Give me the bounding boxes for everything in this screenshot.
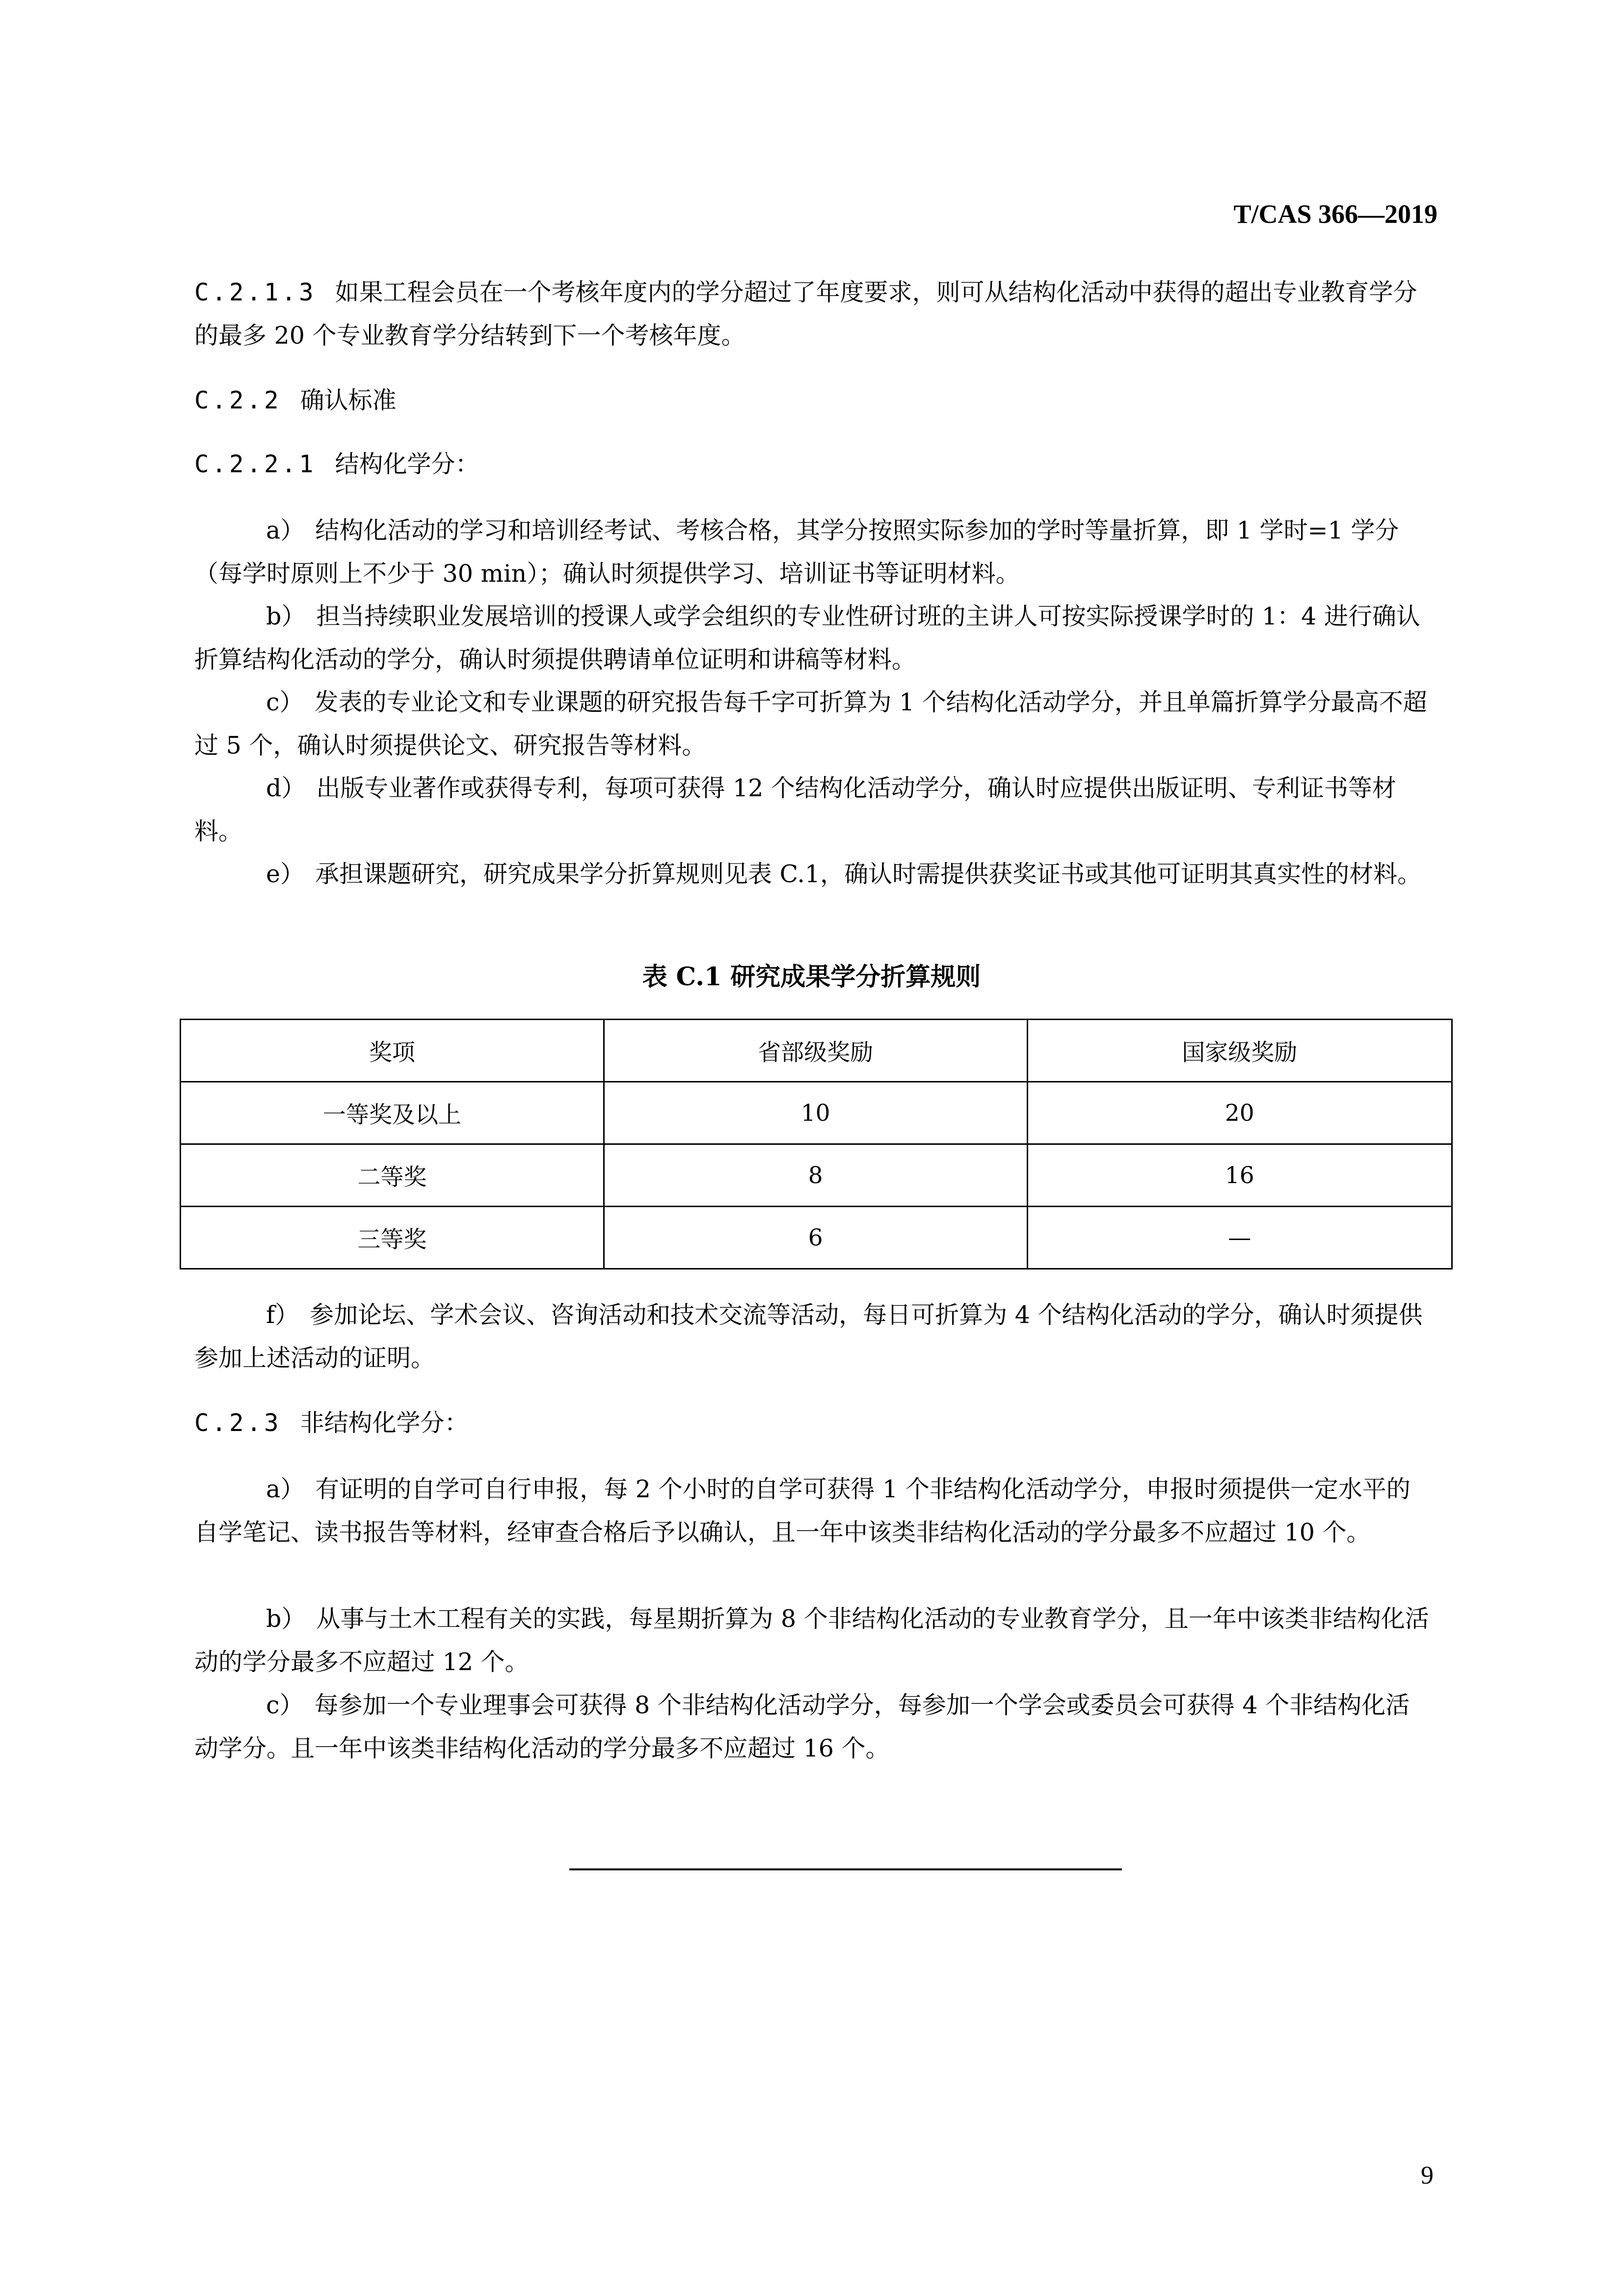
item-text: 结构化活动的学习和培训经考试、考核合格，其学分按照实际参加的学时等量折算，即 1 学时=1 学分（每学时原则上不少于 30 min）；确认时须提供学习、培训证书等证明材料。 xyxy=(194,516,1399,588)
clause-title: 确认标准 xyxy=(300,386,397,414)
item-label: e） xyxy=(266,860,304,888)
item-label: b） xyxy=(266,602,306,630)
list-item xyxy=(194,595,1431,681)
item-label: b） xyxy=(266,1605,306,1633)
item-label: c） xyxy=(266,688,304,716)
item-label: f） xyxy=(266,1301,299,1329)
table-cell: 三等奖 xyxy=(181,1207,604,1269)
clause-number: C.2.2 xyxy=(194,386,282,414)
credit-conversion-table xyxy=(180,1019,1453,1270)
table-row xyxy=(181,1207,1452,1269)
table-header-cell: 奖项 xyxy=(181,1020,604,1082)
item-text: 从事与土木工程有关的实践，每星期折算为 8 个非结构化活动的专业教育学分，且一年中该类非结构化活动的学分最多不应超过 12 个。 xyxy=(194,1605,1429,1676)
clause-number: C.2.1.3 xyxy=(194,278,317,306)
clause-text: 如果工程会员在一个考核年度内的学分超过了年度要求，则可从结构化活动中获得的超出专业教育学分的最多 20 个专业教育学分结转到下一个考核年度。 xyxy=(194,278,1417,350)
table-cell: 二等奖 xyxy=(181,1144,604,1207)
list-item xyxy=(194,681,1431,767)
clause-title: 结构化学分： xyxy=(335,450,479,478)
table-cell: 一等奖及以上 xyxy=(181,1082,604,1144)
item-text: 担当持续职业发展培训的授课人或学会组织的专业性研讨班的主讲人可按实际授课学时的 1：4 进行确认折算结构化活动的学分，确认时须提供聘请单位证明和讲稿等材料。 xyxy=(194,602,1420,674)
document-code: T/CAS 366—2019 xyxy=(1233,199,1437,229)
item-text: 每参加一个专业理事会可获得 8 个非结构化活动学分，每参加一个学会或委员会可获得 4 个非结构化活动学分。且一年中该类非结构化活动的学分最多不应超过 16 个。 xyxy=(194,1691,1410,1762)
table-header-cell: 省部级奖励 xyxy=(604,1020,1027,1082)
clause-number: C.2.3 xyxy=(194,1409,282,1437)
item-label: c） xyxy=(266,1691,304,1719)
list-item xyxy=(194,509,1431,595)
clause-c2-1-3 xyxy=(194,271,1431,357)
list-item xyxy=(194,853,1431,896)
table-cell: 16 xyxy=(1027,1144,1452,1207)
list-item xyxy=(194,1468,1431,1554)
list-item xyxy=(194,1597,1431,1684)
table-cell: 8 xyxy=(604,1144,1027,1207)
item-text: 发表的专业论文和专业课题的研究报告每千字可折算为 1 个结构化活动学分，并且单篇折算学分最高不超过 5 个，确认时须提供论文、研究报告等材料。 xyxy=(194,688,1427,759)
item-text: 出版专业著作或获得专利，每项可获得 12 个结构化活动学分，确认时应提供出版证明、专利证书等材料。 xyxy=(194,774,1396,845)
item-text: 参加论坛、学术会议、咨询活动和技术交流等活动，每日可折算为 4 个结构化活动的学分，确认时须提供参加上述活动的证明。 xyxy=(194,1301,1423,1372)
page-number: 9 xyxy=(1421,2161,1434,2189)
item-text: 承担课题研究，研究成果学分折算规则见表 C.1，确认时需提供获奖证书或其他可证明其真实性的材料。 xyxy=(315,860,1422,888)
table-header-row xyxy=(181,1020,1452,1082)
table-cell: 6 xyxy=(604,1207,1027,1269)
table-header-cell: 国家级奖励 xyxy=(1027,1020,1452,1082)
table-cell: 20 xyxy=(1027,1082,1452,1144)
table-row xyxy=(181,1144,1452,1207)
item-text: 有证明的自学可自行申报，每 2 个小时的自学可获得 1 个非结构化活动学分，申报时须提供一定水平的自学笔记、读书报告等材料，经审查合格后予以确认，且一年中该类非结构化活动的学分最多不应超过 10 个。 xyxy=(194,1475,1410,1546)
clause-number: C.2.2.1 xyxy=(194,450,317,478)
clause-title: 非结构化学分： xyxy=(300,1409,469,1437)
item-label: a） xyxy=(266,1475,305,1503)
table-row xyxy=(181,1082,1452,1144)
clause-c2-2-1 xyxy=(194,443,1431,486)
table-cell: — xyxy=(1027,1207,1452,1269)
list-item xyxy=(194,1684,1431,1770)
end-of-text-rule xyxy=(569,1868,1122,1870)
table-cell: 10 xyxy=(604,1082,1027,1144)
list-item xyxy=(194,767,1431,853)
item-label: a） xyxy=(266,516,305,544)
clause-c2-2 xyxy=(194,379,1431,422)
item-label: d） xyxy=(266,774,306,802)
clause-c2-3 xyxy=(194,1402,1431,1445)
list-item xyxy=(194,1294,1431,1380)
table-caption: 表 C.1 研究成果学分折算规则 xyxy=(642,962,981,992)
